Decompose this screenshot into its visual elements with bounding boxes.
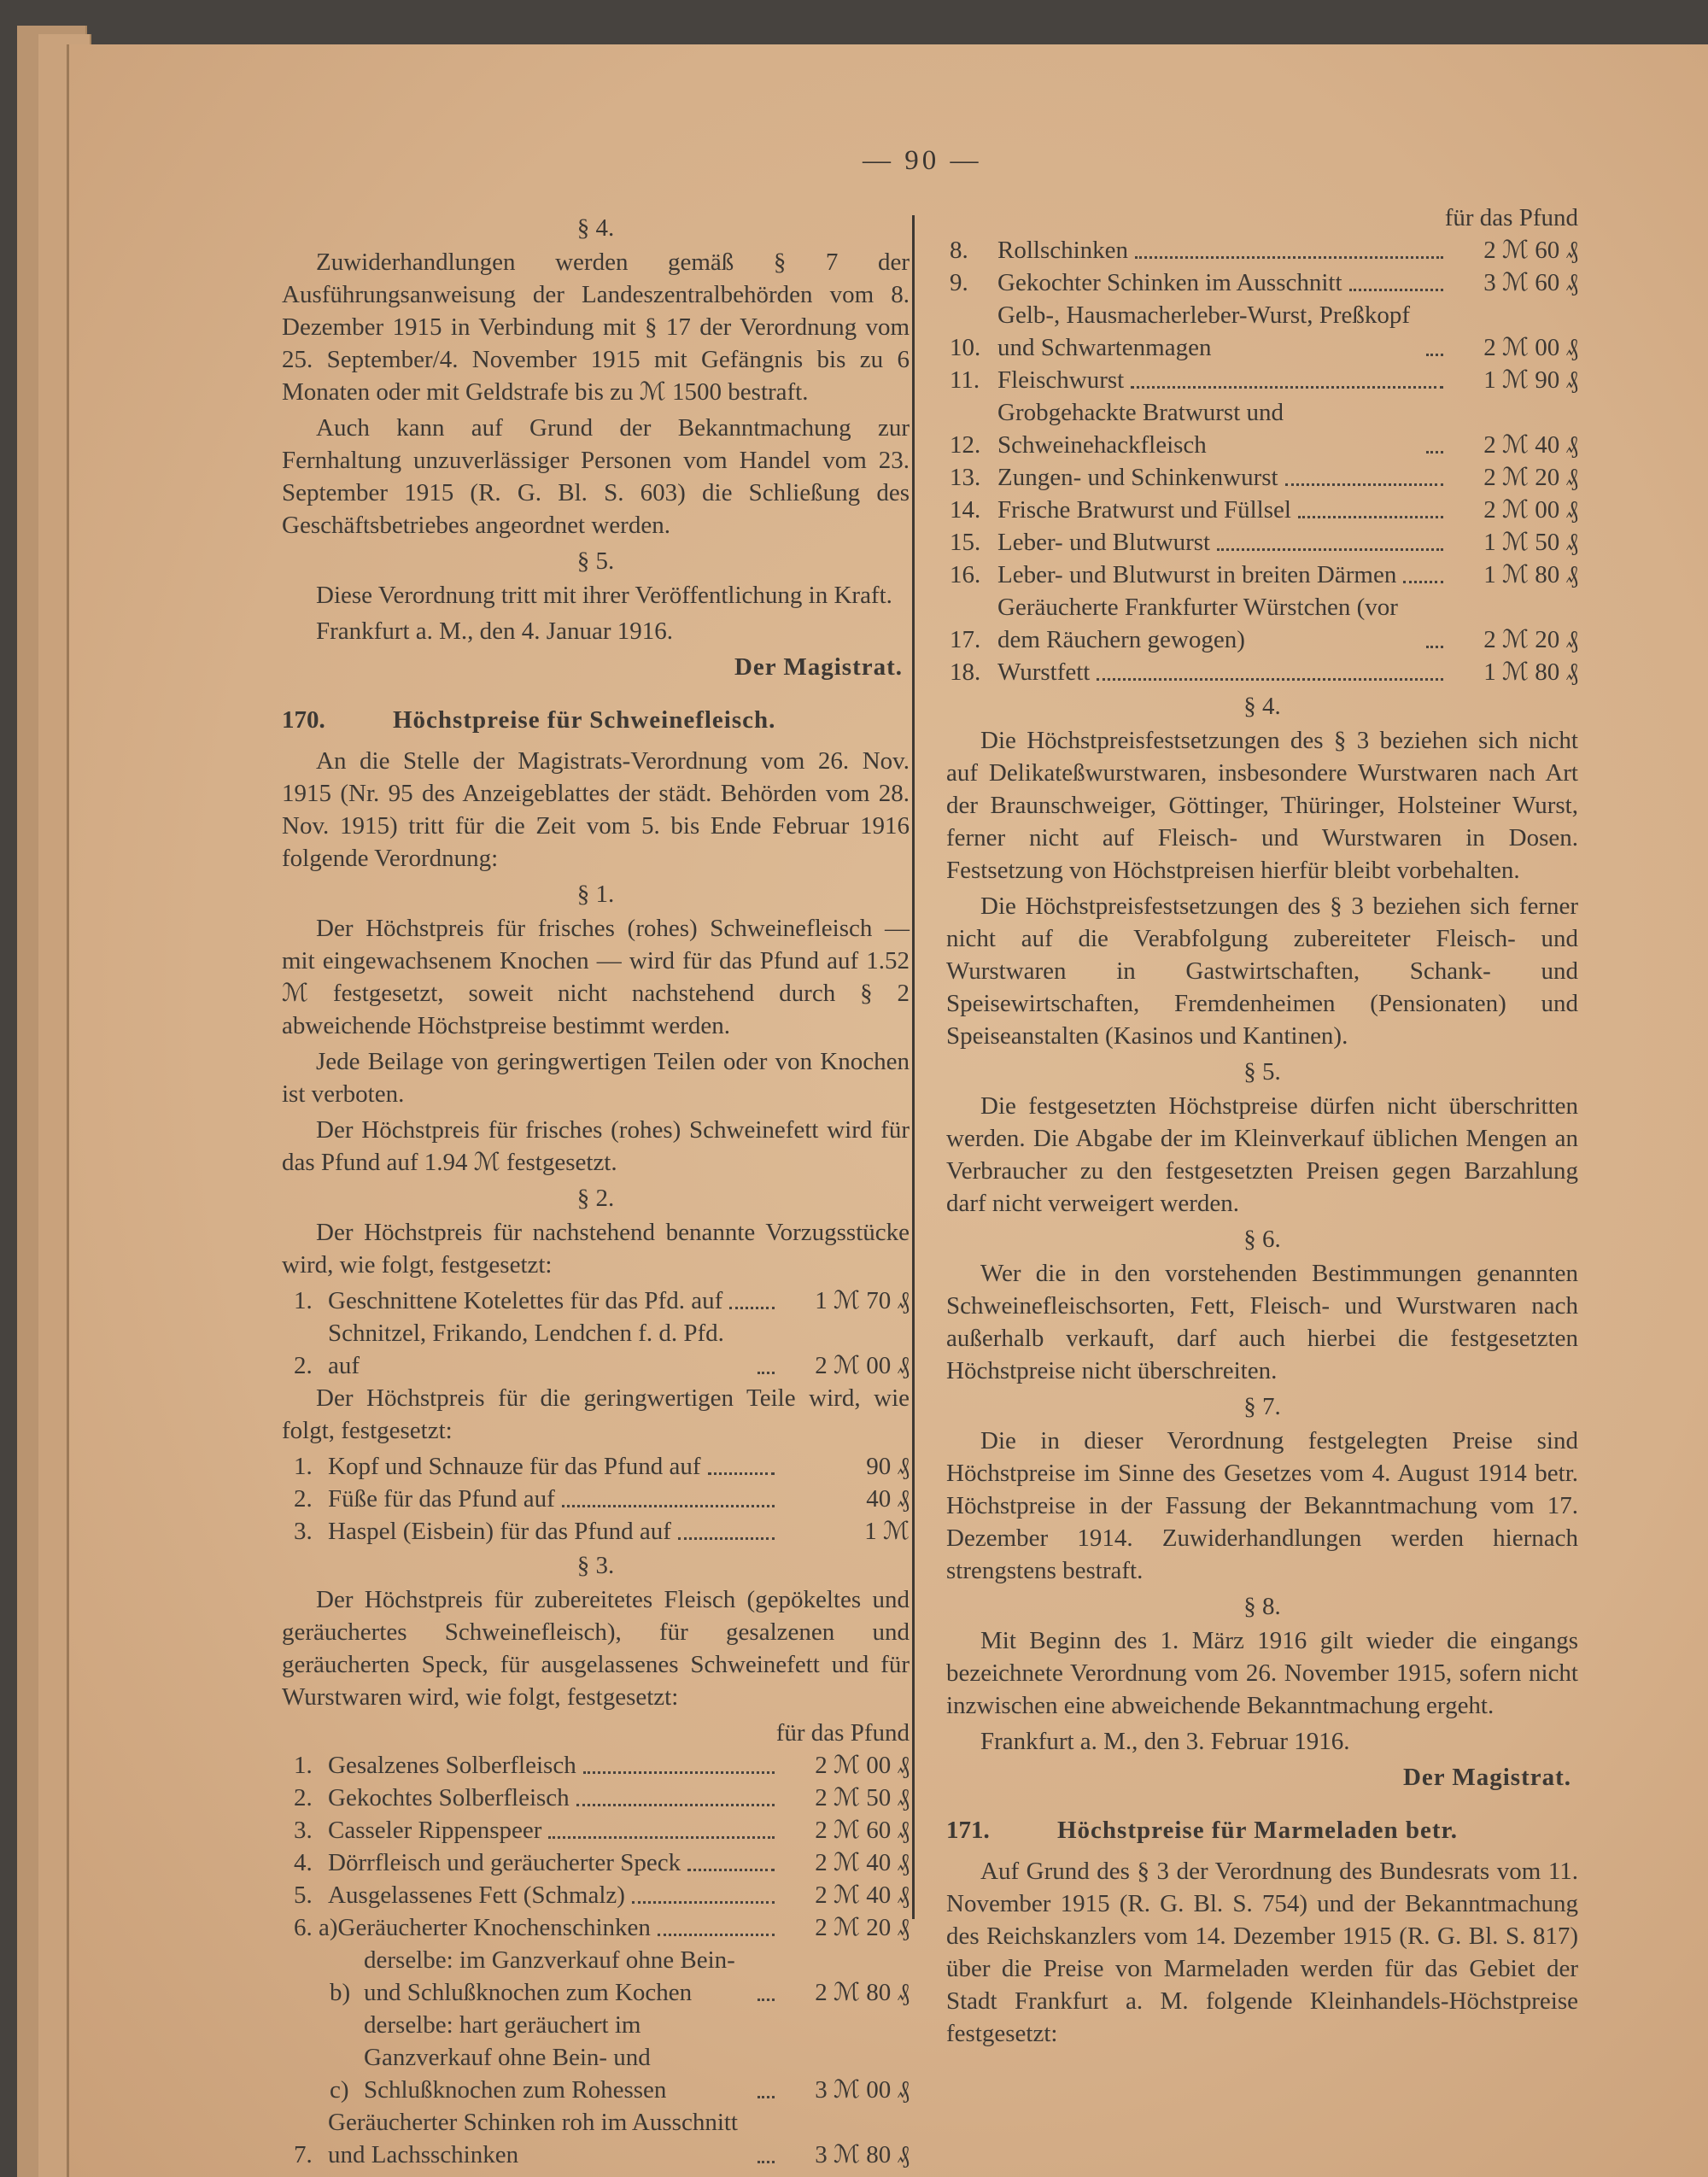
price-list-item: [282, 1782, 910, 1814]
dot-leader: [757, 1372, 775, 1374]
item-number: 11.: [950, 366, 980, 394]
item-number: 10.: [950, 334, 981, 361]
item-number: 18.: [950, 658, 981, 686]
signature: Der Magistrat.: [734, 653, 903, 681]
column-divider: [912, 215, 915, 1919]
paragraph: Der Höchstpreis für frisches (rohes) Schweinefleisch — mit eingewachsenem Knochen — wird für das Pfund auf 1.52 ℳ festgesetzt, soweit nicht nachstehend durch § 2 abweichende Höchstpreise bestimmt werden.: [282, 915, 910, 1039]
dot-leader: [548, 1836, 775, 1839]
item-number: 6. a): [294, 1914, 338, 1941]
item-name: Geräucherter Knochenschinken: [337, 1914, 651, 1941]
paragraph: Die Höchstpreisfestsetzungen des § 3 beziehen sich nicht auf Delikateßwurstwaren, insbesondere Wurstwaren nach Art der Braunschweiger, Göttinger, Thüringer, Holsteiner Wurst, ferner nicht auf Fleisch- und Wurstwaren in Dosen. Festsetzung von Höchstpreisen hierfür bleibt vorbehalten.: [946, 727, 1578, 884]
item-price: 2 ℳ 20 ₰: [1483, 464, 1578, 491]
paragraph: Der Höchstpreis für frisches (rohes) Schweinefett wird für das Pfund auf 1.94 ℳ festgesetzt.: [282, 1116, 910, 1176]
item-name: derselbe: hart geräuchert im Ganzverkauf ohne Bein- und Schlußknochen zum Rohessen: [364, 2011, 667, 2104]
item-name: Geschnittene Kotelettes für das Pfd. auf: [328, 1287, 723, 1314]
item-price: 2 ℳ 40 ₰: [815, 1849, 910, 1876]
price-list-item: [282, 1911, 910, 1944]
item-name: Gekochter Schinken im Ausschnitt: [997, 269, 1342, 296]
price-list-item: [282, 1483, 910, 1515]
item-number: 2.: [294, 1485, 313, 1513]
ordinance-number: 171.: [946, 1817, 990, 1844]
item-price: 2 ℳ 60 ₰: [1483, 237, 1578, 264]
paragraph: Der Höchstpreis für nachstehend benannte Vorzugsstücke wird, wie folgt, festgesetzt:: [282, 1219, 910, 1279]
item-price: 1 ℳ 90 ₰: [1483, 366, 1578, 394]
item-number: 14.: [950, 496, 981, 524]
ordinance-heading: Höchstpreise für Schweinefleisch.: [393, 706, 776, 734]
item-name: Zungen- und Schinkenwurst: [997, 464, 1278, 491]
item-name: Gesalzenes Solberfleisch: [328, 1752, 576, 1779]
item-name: Fleischwurst: [997, 366, 1125, 394]
ordinance-heading: Höchstpreise für Marmeladen betr.: [1057, 1817, 1459, 1844]
item-price: 2 ℳ 40 ₰: [815, 1881, 910, 1909]
dot-leader: [1217, 548, 1443, 551]
item-name: Gekochtes Solberfleisch: [328, 1784, 570, 1811]
paragraph: Die festgesetzten Höchstpreise dürfen nicht überschritten werden. Die Abgabe der im Kleinverkauf üblichen Mengen an Verbraucher zu den festgesetzten Preisen gegen Barzahlung darf nicht verweigert werden.: [946, 1092, 1578, 1217]
price-list-item: [946, 234, 1578, 266]
item-number: 17.: [950, 626, 981, 653]
section-heading: § 4.: [1243, 693, 1281, 720]
dot-leader: [1298, 516, 1443, 518]
page-number: — 90 —: [863, 145, 982, 176]
item-name: Leber- und Blutwurst: [997, 529, 1211, 556]
price-list-item: [946, 266, 1578, 299]
price-list-item: [282, 1879, 910, 1911]
item-price: 2 ℳ 00 ₰: [815, 1752, 910, 1779]
item-number: 1.: [294, 1453, 313, 1480]
item-number: 2.: [294, 1352, 313, 1379]
section-heading: § 3.: [576, 1552, 615, 1579]
item-number: 3.: [294, 1817, 313, 1844]
item-number: c): [330, 2076, 349, 2104]
price-list-item: [946, 364, 1578, 396]
dot-leader: [687, 1869, 775, 1871]
dot-leader: [757, 2096, 775, 2098]
price-list-item: [282, 1285, 910, 1317]
paragraph: Jede Beilage von geringwertigen Teilen oder von Knochen ist verboten.: [282, 1048, 910, 1108]
price-list-item: [282, 2009, 910, 2106]
item-name: Gelb-, Hausmacherleber-Wurst, Preßkopf und Schwartenmagen: [997, 301, 1411, 361]
item-name: derselbe: im Ganzverkauf ohne Bein- und Schlußknochen zum Kochen: [364, 1946, 735, 2006]
item-number: 4.: [294, 1849, 313, 1876]
dot-leader: [1131, 386, 1443, 389]
item-number: 8.: [950, 237, 968, 264]
item-price: 2 ℳ 40 ₰: [1483, 431, 1578, 459]
paragraph: Der Höchstpreis für die geringwertigen Teile wird, wie folgt, festgesetzt:: [282, 1384, 910, 1444]
item-price: 2 ℳ 80 ₰: [815, 1979, 910, 2006]
price-list-item: [282, 1814, 910, 1846]
item-price: 1 ℳ 50 ₰: [1483, 529, 1578, 556]
item-price: 2 ℳ 60 ₰: [815, 1817, 910, 1844]
item-number: 1.: [294, 1752, 313, 1779]
item-price: 1 ℳ 80 ₰: [1483, 561, 1578, 588]
item-number: b): [330, 1979, 351, 2006]
paragraph: Wer die in den vorstehenden Bestimmungen genannten Schweinefleischsorten, Fett, Fleisch- und Wurstwaren nach außerhalb verkauft, darf auch hierbei die festgesetzten Höchstpreise nicht überschreiten.: [946, 1260, 1578, 1384]
price-list-item: [282, 1317, 910, 1382]
item-price: 90 ₰: [866, 1453, 910, 1480]
dot-leader: [1426, 354, 1443, 356]
item-name: Füße für das Pfund auf: [328, 1485, 555, 1513]
dot-leader: [658, 1934, 775, 1936]
item-name: Wurstfett: [997, 658, 1091, 686]
item-number: 5.: [294, 1881, 313, 1909]
item-price: 2 ℳ 00 ₰: [1483, 334, 1578, 361]
paragraph: Diese Verordnung tritt mit ihrer Veröffentlichung in Kraft.: [316, 582, 892, 609]
item-name: Grobgehackte Bratwurst und Schweinehackfleisch: [997, 399, 1284, 459]
item-price: 40 ₰: [866, 1485, 910, 1513]
section-heading: § 4.: [576, 214, 615, 242]
item-price: 3 ℳ 60 ₰: [1483, 269, 1578, 296]
item-price: 1 ℳ 80 ₰: [1483, 658, 1578, 686]
item-name: Kopf und Schnauze für das Pfund auf: [328, 1453, 701, 1480]
paragraph: Auch kann auf Grund der Bekanntmachung zur Fernhaltung unzuverlässiger Personen vom Handel vom 23. September 1915 (R. G. Bl. S. 603) die Schließung des Geschäftsbetriebes angeordnet werden.: [282, 414, 910, 539]
paragraph: Frankfurt a. M., den 4. Januar 1916.: [316, 617, 673, 645]
price-list-item: [282, 1846, 910, 1879]
right-column: [946, 202, 1578, 2053]
dot-leader: [1097, 678, 1443, 681]
dot-leader: [1426, 451, 1443, 454]
item-name: Geräucherte Frankfurter Würstchen (vor dem Räuchern gewogen): [997, 594, 1398, 653]
ordinance-title: [946, 1814, 1578, 1846]
item-price: 2 ℳ 00 ₰: [815, 1352, 910, 1379]
dot-leader: [757, 2161, 775, 2163]
dot-leader: [757, 1999, 775, 2001]
dot-leader: [678, 1537, 775, 1540]
dot-leader: [583, 1771, 775, 1774]
price-list-item: [282, 1944, 910, 2009]
item-price: 2 ℳ 20 ₰: [1483, 626, 1578, 653]
dot-leader: [1403, 581, 1443, 583]
item-price: 3 ℳ 00 ₰: [815, 2076, 910, 2104]
section-heading: § 2.: [576, 1185, 615, 1212]
paragraph: Zuwiderhandlungen werden gemäß § 7 der Ausführungsanweisung der Landeszentralbehörden vom 8. Dezember 1915 in Verbindung mit § 17 der Verordnung vom 25. September/4. November 1915 mit Gefängnis bis zu 6 Monaten oder mit Geldstrafe bis zu ℳ 1500 bestraft.: [282, 249, 910, 406]
section-heading: § 8.: [1243, 1593, 1281, 1620]
price-list-item: [282, 1749, 910, 1782]
item-number: 7.: [294, 2141, 313, 2168]
item-number: 3.: [294, 1518, 313, 1545]
dot-leader: [1135, 256, 1443, 259]
price-list-item: [946, 591, 1578, 656]
item-price: 2 ℳ 50 ₰: [815, 1784, 910, 1811]
paragraph: Mit Beginn des 1. März 1916 gilt wieder die eingangs bezeichnete Verordnung vom 26. November 1915, sofern nicht inzwischen eine abweichende Bekanntmachung ergeht.: [946, 1627, 1578, 1719]
item-number: 15.: [950, 529, 981, 556]
section-heading: § 1.: [576, 881, 615, 908]
paragraph: Frankfurt a. M., den 3. Februar 1916.: [980, 1728, 1350, 1755]
price-list-item: [946, 494, 1578, 526]
section-heading: § 7.: [1243, 1393, 1281, 1420]
item-number: 9.: [950, 269, 968, 296]
price-list-item: [946, 656, 1578, 688]
item-number: 13.: [950, 464, 981, 491]
paragraph: Die Höchstpreisfestsetzungen des § 3 beziehen sich ferner nicht auf die Verabfolgung zubereiteter Fleisch- und Wurstwaren in Gastwirtschaften, Schank- und Speisewirtschaften, Fremdenheimen (Pensionaten) und Speiseanstalten (Kasinos und Kantinen).: [946, 892, 1578, 1050]
price-column-header: für das Pfund: [775, 1719, 910, 1747]
section-heading: § 5.: [576, 547, 615, 575]
item-number: 16.: [950, 561, 981, 588]
section-heading: § 5.: [1243, 1058, 1281, 1086]
price-list-item: [946, 526, 1578, 559]
item-price: 2 ℳ 00 ₰: [1483, 496, 1578, 524]
item-name: Casseler Rippenspeer: [328, 1817, 542, 1844]
item-name: Schnitzel, Frikando, Lendchen f. d. Pfd. auf: [328, 1320, 724, 1379]
dot-leader: [729, 1307, 775, 1309]
item-price: 1 ℳ: [864, 1518, 910, 1545]
ordinance-number: 170.: [282, 706, 325, 734]
dot-leader: [576, 1804, 775, 1806]
item-name: Rollschinken: [997, 237, 1129, 264]
price-list-item: [946, 299, 1578, 364]
paragraph: Die in dieser Verordnung festgelegten Preise sind Höchstpreise im Sinne des Gesetzes vom 4. August 1914 betr. Höchstpreise in der Fassung der Bekanntmachung vom 17. Dezember 1914. Zuwiderhandlungen werden hiernach strengstens bestraft.: [946, 1427, 1578, 1584]
item-name: Leber- und Blutwurst in breiten Därmen: [997, 561, 1397, 588]
paragraph: Auf Grund des § 3 der Verordnung des Bundesrats vom 11. November 1915 (R. G. Bl. S. 754) und der Bekanntmachung des Reichskanzlers vom 14. Dezember 1915 (R. G. Bl. S. 817) über die Preise von Marmeladen werden für das Gebiet der Stadt Frankfurt a. M. folgende Kleinhandels-Höchstpreise festgesetzt:: [946, 1858, 1578, 2047]
item-price: 3 ℳ 80 ₰: [815, 2141, 910, 2168]
dot-leader: [632, 1901, 775, 1904]
dot-leader: [1426, 646, 1443, 648]
left-column: [282, 210, 910, 2171]
dot-leader: [708, 1472, 775, 1475]
item-name: Frische Bratwurst und Füllsel: [997, 496, 1291, 524]
paragraph: Der Höchstpreis für zubereitetes Fleisch (gepökeltes und geräuchertes Schweinefleisch), für gesalzenen und geräucherten Speck, für ausgelassenes Schweinefett und für Wurstwaren wird, wie folgt, festgesetzt:: [282, 1586, 910, 1711]
price-column-header: für das Pfund: [1444, 204, 1578, 231]
dot-leader: [1285, 483, 1443, 486]
price-list-item: [946, 559, 1578, 591]
item-name: Dörrfleisch und geräucherter Speck: [328, 1849, 681, 1876]
section-heading: § 6.: [1243, 1226, 1281, 1253]
item-number: 2.: [294, 1784, 313, 1811]
paragraph: An die Stelle der Magistrats-Verordnung vom 26. Nov. 1915 (Nr. 95 des Anzeigeblattes der städt. Behörden vom 28. Nov. 1915) tritt für die Zeit vom 5. bis Ende Februar 1916 folgende Verordnung:: [282, 747, 910, 872]
price-list-item: [282, 1515, 910, 1548]
dot-leader: [1349, 289, 1443, 291]
item-price: 2 ℳ 20 ₰: [815, 1914, 910, 1941]
signature: Der Magistrat.: [1402, 1764, 1571, 1791]
item-name: Geräucherter Schinken roh im Ausschnitt und Lachsschinken: [328, 2109, 738, 2168]
item-number: 1.: [294, 1287, 313, 1314]
price-list-item: [946, 396, 1578, 461]
dot-leader: [562, 1505, 775, 1507]
item-name: Haspel (Eisbein) für das Pfund auf: [328, 1518, 671, 1545]
item-price: 1 ℳ 70 ₰: [815, 1287, 910, 1314]
price-list-item: [946, 461, 1578, 494]
item-number: 12.: [950, 431, 981, 459]
price-list-item: [282, 1450, 910, 1483]
price-list-item: [282, 2106, 910, 2171]
item-name: Ausgelassenes Fett (Schmalz): [328, 1881, 625, 1909]
ordinance-title: [282, 704, 910, 736]
